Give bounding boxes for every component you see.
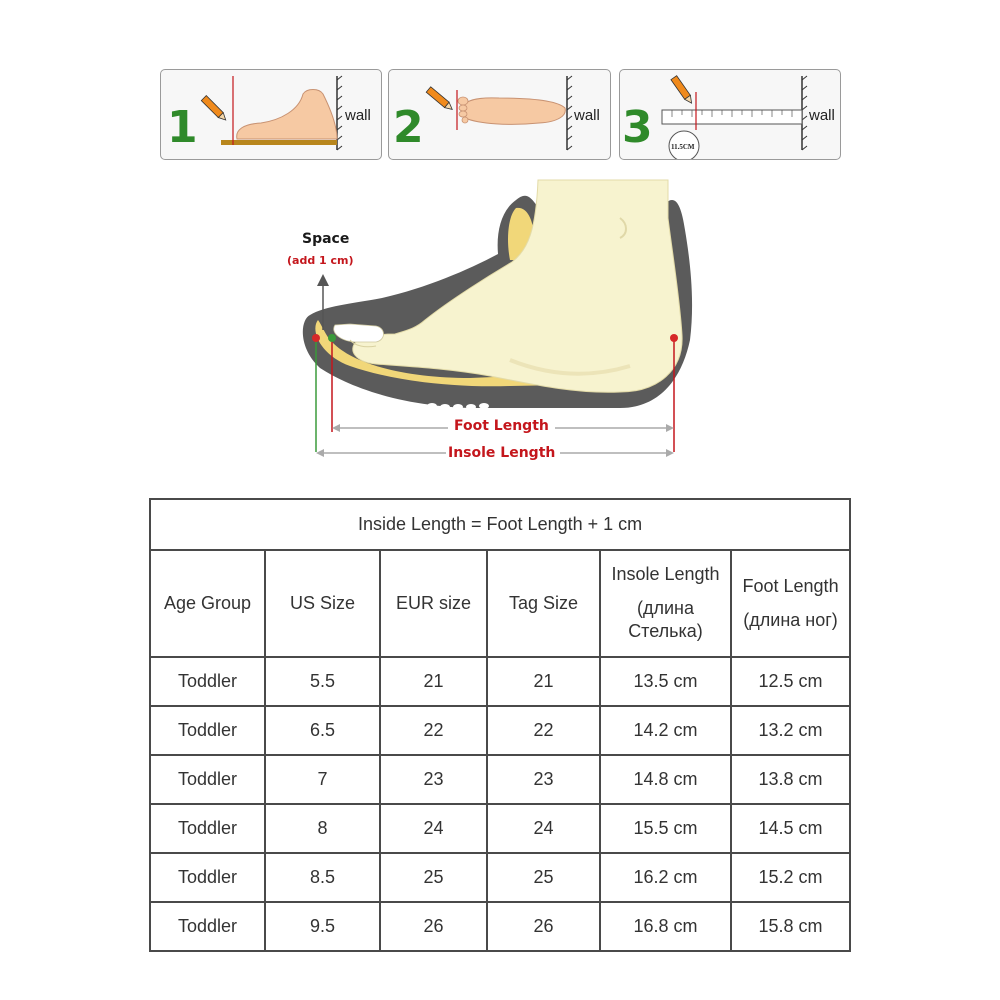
- table-row: [150, 804, 850, 853]
- cell-age-group: Toddler: [150, 853, 265, 902]
- table-caption: Inside Length = Foot Length + 1 cm: [150, 499, 850, 550]
- header-tag-size: Tag Size: [487, 550, 600, 657]
- header-age-group: Age Group: [150, 550, 265, 657]
- cell-tag-size: 26: [487, 902, 600, 951]
- foot-length-label: Foot Length: [454, 418, 549, 434]
- cell-foot-length: 12.5 cm: [731, 657, 850, 706]
- cell-tag-size: 24: [487, 804, 600, 853]
- header-insole-length-ru: (длина Стелька): [628, 597, 703, 642]
- header-foot-length-ru: (длина ног): [743, 609, 838, 630]
- step-2-panel: [388, 69, 611, 160]
- cell-insole-length: 13.5 cm: [600, 657, 731, 706]
- cell-us-size: 8: [265, 804, 380, 853]
- cell-eur-size: 25: [380, 853, 487, 902]
- step-number-3: 3: [622, 102, 653, 153]
- cell-us-size: 7: [265, 755, 380, 804]
- cell-foot-length: 13.2 cm: [731, 706, 850, 755]
- step-number-2: 2: [393, 102, 424, 153]
- cell-eur-size: 26: [380, 902, 487, 951]
- header-eur-size: EUR size: [380, 550, 487, 657]
- header-insole-length: Insole Length (длина Стелька): [600, 550, 731, 657]
- cell-insole-length: 16.8 cm: [600, 902, 731, 951]
- cell-foot-length: 15.2 cm: [731, 853, 850, 902]
- cell-insole-length: 16.2 cm: [600, 853, 731, 902]
- table-row: [150, 755, 850, 804]
- space-label: Space: [302, 231, 350, 247]
- size-chart-table: [149, 498, 851, 952]
- space-note: (add 1 cm): [287, 254, 354, 267]
- cell-tag-size: 21: [487, 657, 600, 706]
- header-foot-length: Foot Length (длина ног): [731, 550, 850, 657]
- cell-tag-size: 25: [487, 853, 600, 902]
- header-us-size: US Size: [265, 550, 380, 657]
- wall-label: wall: [574, 107, 600, 124]
- table-row: [150, 902, 850, 951]
- cell-age-group: Toddler: [150, 902, 265, 951]
- cell-us-size: 5.5: [265, 657, 380, 706]
- cell-eur-size: 23: [380, 755, 487, 804]
- cell-tag-size: 22: [487, 706, 600, 755]
- table-row: [150, 706, 850, 755]
- insole-length-label: Insole Length: [448, 445, 556, 461]
- shoe-measurement-diagram: [150, 170, 850, 470]
- cell-age-group: Toddler: [150, 657, 265, 706]
- cell-eur-size: 21: [380, 657, 487, 706]
- cell-eur-size: 22: [380, 706, 487, 755]
- cell-insole-length: 15.5 cm: [600, 804, 731, 853]
- step-1-panel: [160, 69, 382, 160]
- table-row: [150, 657, 850, 706]
- cell-foot-length: 13.8 cm: [731, 755, 850, 804]
- cell-us-size: 8.5: [265, 853, 380, 902]
- wall-label: wall: [809, 107, 835, 124]
- cell-age-group: Toddler: [150, 804, 265, 853]
- step-number-1: 1: [167, 102, 198, 153]
- cell-age-group: Toddler: [150, 706, 265, 755]
- cell-tag-size: 23: [487, 755, 600, 804]
- cell-us-size: 9.5: [265, 902, 380, 951]
- step-3-illustration: [620, 70, 841, 160]
- cell-insole-length: 14.2 cm: [600, 706, 731, 755]
- table-header-row: [150, 550, 850, 657]
- table-row: [150, 853, 850, 902]
- cell-us-size: 6.5: [265, 706, 380, 755]
- measurement-circle-label: 11.5CM: [671, 143, 695, 151]
- cell-age-group: Toddler: [150, 755, 265, 804]
- step-3-panel: [619, 69, 841, 160]
- cell-eur-size: 24: [380, 804, 487, 853]
- cell-foot-length: 14.5 cm: [731, 804, 850, 853]
- wall-label: wall: [345, 107, 371, 124]
- cell-foot-length: 15.8 cm: [731, 902, 850, 951]
- cell-insole-length: 14.8 cm: [600, 755, 731, 804]
